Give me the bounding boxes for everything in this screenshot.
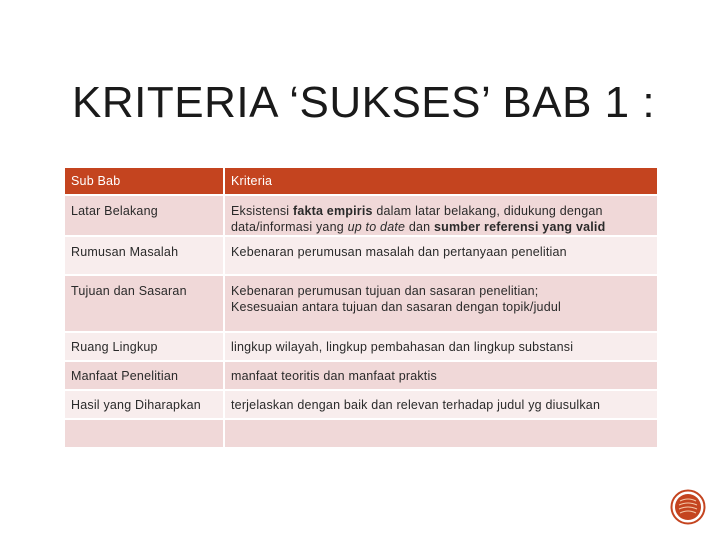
table-row	[64, 236, 658, 275]
cell-kriteria: manfaat teoritis dan manfaat praktis	[224, 361, 658, 390]
cell-sub-bab: Hasil yang Diharapkan	[64, 390, 224, 419]
cell-sub-bab	[64, 419, 224, 448]
header-sub-bab: Sub Bab	[64, 167, 224, 195]
text-fragment: dan	[405, 220, 434, 234]
page-title: KRITERIA ‘SUKSES’ BAB 1 :	[72, 78, 656, 127]
table-row	[64, 390, 658, 419]
circular-emblem-icon	[670, 489, 706, 525]
text-line: Kebenaran perumusan tujuan dan sasaran penelitian;	[231, 284, 539, 298]
cell-sub-bab: Latar Belakang	[64, 195, 224, 236]
cell-sub-bab: Ruang Lingkup	[64, 332, 224, 361]
text-bold: fakta empiris	[292, 204, 373, 218]
text-fragment: Eksistensi	[231, 204, 293, 218]
header-kriteria: Kriteria	[224, 167, 658, 195]
table-row	[64, 275, 658, 332]
criteria-table	[63, 166, 659, 449]
cell-kriteria	[224, 419, 658, 448]
table-row	[64, 195, 658, 236]
text-fragment: dalam latar belakang, didukung dengan	[372, 204, 603, 218]
text-bold: sumber referensi yang valid	[433, 220, 606, 234]
table-row	[64, 361, 658, 390]
cell-kriteria	[224, 195, 658, 236]
cell-sub-bab: Tujuan dan Sasaran	[64, 275, 224, 332]
text-fragment: data/informasi yang	[231, 220, 348, 234]
table-header-row	[64, 167, 658, 195]
cell-kriteria: Kebenaran perumusan masalah dan pertanyaan penelitian	[224, 236, 658, 275]
text-line: Kesesuaian antara tujuan dan sasaran dengan topik/judul	[231, 300, 561, 314]
cell-kriteria	[224, 275, 658, 332]
text-italic: up to date	[347, 220, 406, 234]
table-row	[64, 332, 658, 361]
cell-kriteria: lingkup wilayah, lingkup pembahasan dan lingkup substansi	[224, 332, 658, 361]
cell-kriteria: terjelaskan dengan baik dan relevan terhadap judul yg diusulkan	[224, 390, 658, 419]
cell-sub-bab: Rumusan Masalah	[64, 236, 224, 275]
cell-sub-bab: Manfaat Penelitian	[64, 361, 224, 390]
table-row	[64, 419, 658, 448]
